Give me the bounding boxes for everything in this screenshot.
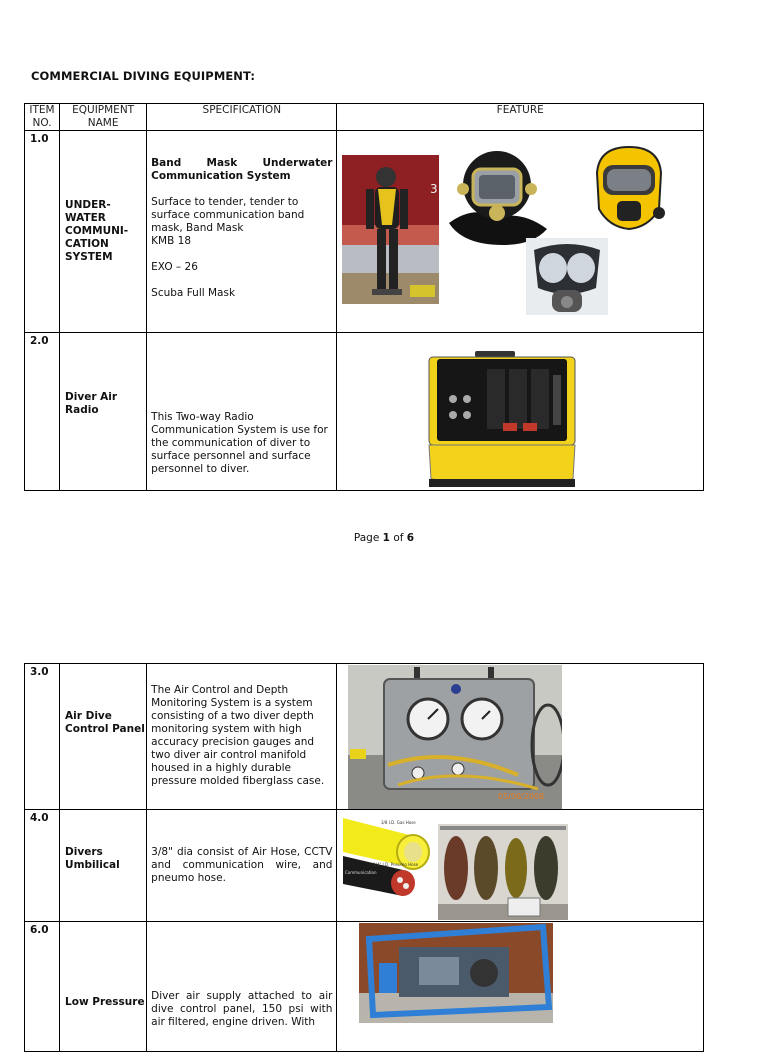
item-number: 2.0 bbox=[25, 333, 60, 491]
specification-cell bbox=[147, 922, 337, 1052]
spec-text: Diver air supply attached to air dive control panel, 150 psi with air filtered, engine driven. With bbox=[151, 990, 333, 1028]
page-current: 1 bbox=[382, 532, 390, 544]
equipment-name-text: Divers Umbilical bbox=[65, 846, 120, 871]
umbilical-coils-on-rack-photo bbox=[438, 824, 568, 920]
document-title: COMMERCIAL DIVING EQUIPMENT: bbox=[31, 69, 256, 83]
header-item-no: ITEM NO. bbox=[25, 104, 60, 131]
equipment-name bbox=[60, 333, 147, 491]
page-of: of bbox=[393, 532, 404, 544]
svg-text:3: 3 bbox=[430, 182, 439, 196]
feature-cell bbox=[337, 131, 704, 333]
spec-line: Scuba Full Mask bbox=[151, 287, 236, 299]
equipment-name bbox=[60, 810, 147, 922]
spec-line: Surface to tender, tender to surface communication band mask, Band Mask bbox=[151, 196, 305, 234]
hose-tag-pneumo: 1/4" I.D. Pneumo Hose bbox=[373, 862, 419, 867]
low-pressure-compressor-photo bbox=[359, 923, 553, 1023]
air-dive-control-panel-photo bbox=[348, 665, 562, 809]
feature-cell bbox=[337, 810, 704, 922]
scuba-full-mask-photo bbox=[526, 238, 608, 315]
item-number: 6.0 bbox=[25, 922, 60, 1052]
table-row bbox=[25, 333, 704, 491]
specification-cell bbox=[147, 131, 337, 333]
hose-tag-communication: Communication bbox=[345, 870, 377, 875]
spec-line: EXO – 26 bbox=[151, 261, 198, 273]
page-number bbox=[0, 532, 768, 544]
equipment-name bbox=[60, 664, 147, 810]
header-feature: FEATURE bbox=[337, 104, 704, 131]
page-label: Page bbox=[353, 532, 380, 544]
spec-heading: Band Mask Underwater Communication System bbox=[151, 157, 333, 182]
specification-cell bbox=[147, 664, 337, 810]
table-row bbox=[25, 664, 704, 810]
table-row bbox=[25, 922, 704, 1052]
item-number: 1.0 bbox=[25, 131, 60, 333]
diver-air-radio-photo bbox=[427, 349, 577, 489]
specification-cell bbox=[147, 333, 337, 491]
yellow-full-face-mask-photo bbox=[589, 143, 669, 239]
specification-cell bbox=[147, 810, 337, 922]
spec-text: This Two-way Radio Communication System is use for the communication of diver to surface personnel and surface personnel to diver. bbox=[151, 411, 328, 475]
equipment-name bbox=[60, 922, 147, 1052]
umbilical-hose-cross-section-photo bbox=[343, 812, 433, 898]
item-number: 4.0 bbox=[25, 810, 60, 922]
header-specification: SPECIFICATION bbox=[147, 104, 337, 131]
table-row bbox=[25, 131, 704, 333]
feature-cell bbox=[337, 664, 704, 810]
feature-cell bbox=[337, 922, 704, 1052]
band-mask-helmet-photo bbox=[443, 145, 551, 249]
photo-date-stamp: 05/06/2008 bbox=[498, 792, 545, 801]
equipment-name: UNDER-WATER COMMUNI-CATION SYSTEM bbox=[60, 131, 147, 333]
spec-text: The Air Control and Depth Monitoring System is a system consisting of a two diver depth monitoring system with high accuracy precision gauges and two diver air control manifold housed in a highly durable pressure molded fiberglass case. bbox=[151, 684, 325, 787]
equipment-table-page-1 bbox=[24, 103, 704, 491]
hose-tag-gas: 3/8 I.D. Gas Hose bbox=[381, 820, 417, 825]
feature-cell bbox=[337, 333, 704, 491]
diver-in-gear-photo bbox=[342, 155, 439, 304]
item-number: 3.0 bbox=[25, 664, 60, 810]
table-row bbox=[25, 810, 704, 922]
page-total: 6 bbox=[406, 532, 415, 544]
table-header-row bbox=[25, 104, 704, 131]
equipment-name-text: Diver Air Radio bbox=[65, 391, 118, 416]
header-equipment-name: EQUIPMENT NAME bbox=[60, 104, 147, 131]
spec-text: 3/8" dia consist of Air Hose, CCTV and communication wire, and pneumo hose. bbox=[151, 846, 333, 884]
spec-line: KMB 18 bbox=[151, 235, 192, 247]
equipment-table-page-2 bbox=[24, 663, 704, 1052]
equipment-name-text: Low Pressure bbox=[65, 996, 145, 1008]
equipment-name-text: Air Dive Control Panel bbox=[65, 710, 145, 735]
